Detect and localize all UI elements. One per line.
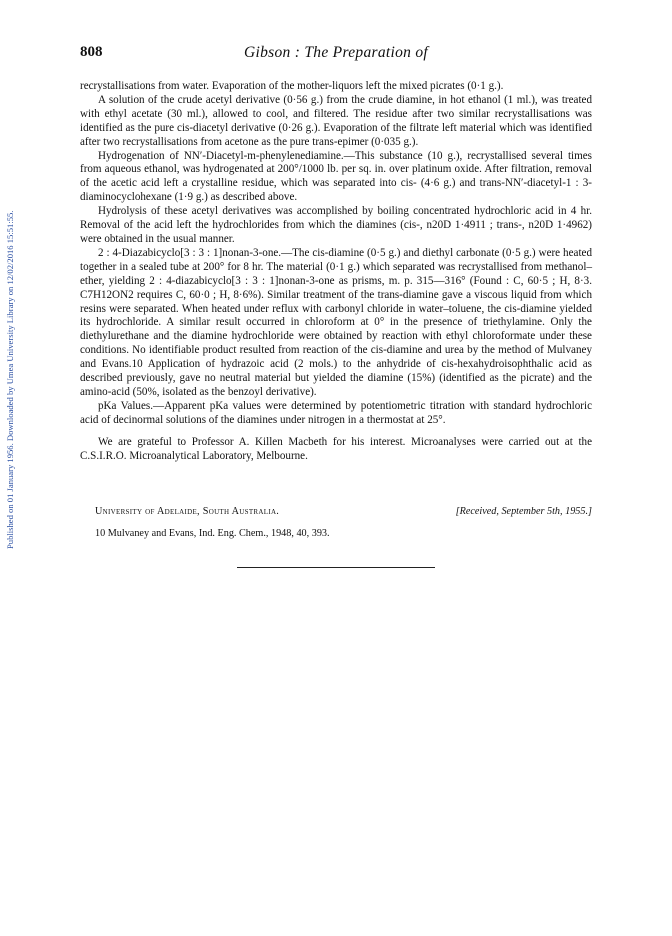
paragraph-1: recrystallisations from water. Evaporation of the mother-liquors left the mixed picrates (0·1 g.). [80,80,504,92]
paragraph-2: A solution of the crude acetyl derivative (0·56 g.) from the crude diamine, in hot ethanol (1 ml.), was treated with ethyl acetate (30 ml.), allowed to cool, and filtered. The residue after two similar recrystallisations was identified as the pure cis-diacetyl derivative (0·26 g.). Evaporation of the filtrate left material which was identified after two recrystallisations from acetone as the pure trans-epimer (0·035 g.). [80,93,592,148]
paragraph-3: Hydrogenation of NN′-Diacetyl-m-phenylenediamine.—This substance (10 g.), recrystallised several times from aqueous ethanol, was hydrogenated at 200°/1000 lb. per sq. in. over platinum oxide. After filtration, removal of the acetic acid left a crystalline residue, which was separated into cis- (4·6 g.) and trans-NN′-diacetyl-1 : 3-diaminocyclohexane (1·9 g.) as described above. [80,149,592,204]
paragraph-6: pKa Values.—Apparent pKa values were determined by potentiometric titration with standard hydrochloric acid of decinormal solutions of the diamines under nitrogen in a thermostat at 25°. [80,399,592,426]
page-number: 808 [80,44,103,60]
affiliation: University of Adelaide, South Australia. [95,506,280,517]
footnote: 10 Mulvaney and Evans, Ind. Eng. Chem., 1948, 40, 393. [95,528,330,539]
article-body [80,80,592,463]
page-header [80,44,592,66]
acknowledgement: We are grateful to Professor A. Killen Macbeth for his interest. Microanalyses were carried out at the C.S.I.R.O. Microanalytical Laboratory, Melbourne. [80,435,592,462]
affiliation-row [95,506,592,522]
download-watermark: Published on 01 January 1956. Downloaded by Umea University Library on 12/02/2016 15:51:55. [5,210,15,550]
received-date: [Received, September 5th, 1955.] [455,506,592,517]
paragraph-5: 2 : 4-Diazabicyclo[3 : 3 : 1]nonan-3-one.—The cis-diamine (0·5 g.) and diethyl carbonate (0·5 g.) were heated together in a sealed tube at 200° for 8 hr. The material (0·1 g.) which separated was recrystallised from methanol–ether, yielding 2 : 4-diazabicyclo[3 : 3 : 1]nonan-3-one as prisms, m. p. 315—316° (Found : C, 60·5 ; H, 8·3. C7H12ON2 requires C, 60·0 ; H, 8·6%). Similar treatment of the trans-diamine gave a viscous liquid from which resins were separated. When heated under reflux with carbonyl chloride in water–toluene, the cis-diamine yielded its hydrochloride. A similar result occurred in chloroform at 0° in the presence of triethylamine. Only the diethylurethane and the diamine hydrochloride were obtained by reaction with ethyl chloroformate under these conditions. No identifiable product resulted from reaction of the cis-diamine and urea by the method of Mulvaney and Evans.10 Application of hydrazoic acid (2 mols.) to the anhydride of cis-hexahydroisophthalic acid as described previously, gave no neutral material but yielded the diamine (15%) (identified as the picrate) and the amino-acid (50%, isolated as the benzoyl derivative). [80,246,592,398]
end-rule [237,567,435,568]
paragraph-4: Hydrolysis of these acetyl derivatives was accomplished by boiling concentrated hydrochloric acid in 4 hr. Removal of the acid left the hydrochlorides from which the diamines (cis-, n20D 1·4911 ; trans-, n20D 1·4962) were obtained in the usual manner. [80,205,592,245]
running-title: Gibson : The Preparation of [243,44,429,61]
